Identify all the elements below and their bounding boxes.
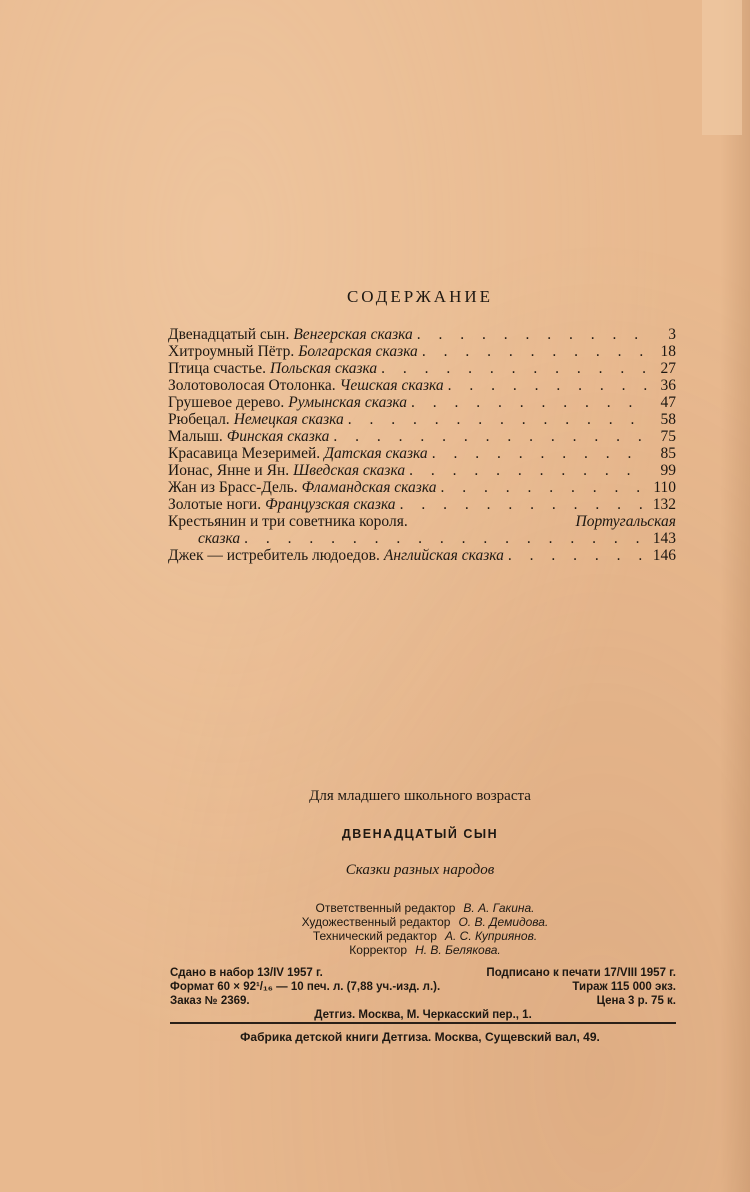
paper-spine-shadow: [720, 0, 750, 1192]
toc-entry: [168, 496, 676, 513]
toc-entry-page: 143: [652, 530, 676, 547]
toc-entry-origin: Финская сказка: [226, 428, 330, 445]
toc-entry: [168, 462, 676, 479]
toc-entry-title: Жан из Брасс-Дель.: [168, 479, 298, 496]
printer-info: Фабрика детской книги Детгиза. Москва, Сущевский вал, 49.: [240, 1030, 600, 1044]
credit-role: Ответственный редактор: [315, 901, 456, 915]
toc-entry-title: Красавица Мезеримей.: [168, 445, 321, 462]
credit-line: [0, 929, 750, 943]
toc-entry: [168, 343, 676, 360]
toc-entry-title: Золотоволосая Отолонка.: [168, 377, 336, 394]
pub-line: [170, 994, 676, 1008]
toc-entry-page: 3: [668, 326, 676, 343]
toc-entry-page: 85: [660, 445, 676, 462]
toc-entry-continuation: [168, 530, 676, 547]
toc-entry-title: Хитроумный Пётр.: [168, 343, 295, 360]
print-run: Тираж 115 000 экз.: [572, 981, 676, 993]
pub-line: [170, 1008, 676, 1022]
toc-entry-origin: Английская сказка: [383, 547, 504, 564]
book-title: ДВЕНАДЦАТЫЙ СЫН: [341, 827, 499, 841]
credit-role: Корректор: [349, 943, 408, 957]
toc-entry-origin: Французская сказка: [265, 496, 396, 513]
toc-leader-dots: [432, 445, 648, 462]
toc-entry-origin: Немецкая сказка: [233, 411, 344, 428]
credit-name: А. С. Куприянов.: [444, 929, 538, 943]
toc-entry: [168, 411, 676, 428]
toc-entry-title: Птица счастье.: [168, 360, 267, 377]
toc-entry-origin: Шведская сказка: [293, 462, 406, 479]
toc-entry-page: 99: [660, 462, 676, 479]
toc-entry: [168, 547, 676, 564]
publisher-address: Детгиз. Москва, М. Черкасский пер., 1.: [314, 1009, 532, 1021]
toc-entry-page: 146: [652, 547, 676, 564]
toc-entry-page: 75: [660, 428, 676, 445]
toc-entry-title: Ионас, Янне и Ян.: [168, 462, 290, 479]
toc-entry-page: 132: [652, 496, 676, 513]
toc-entry-origin: Венгерская сказка: [293, 326, 413, 343]
book-subtitle: Сказки разных народов: [345, 862, 495, 878]
toc-heading: СОДЕРЖАНИЕ: [346, 287, 494, 306]
toc-entry-origin: Румынская сказка: [288, 394, 408, 411]
toc-entry-origin: Фламандская сказка: [301, 479, 437, 496]
toc-entry-page: 18: [660, 343, 676, 360]
toc-entry-page: 47: [660, 394, 676, 411]
toc-entry: [168, 394, 676, 411]
credit-role: Технический редактор: [312, 929, 437, 943]
format-info: Формат 60 × 92¹/₁₆ — 10 печ. л. (7,88 уч.-изд. л.).: [170, 981, 441, 993]
toc-leader-dots: [417, 326, 648, 343]
toc-leader-dots: [409, 462, 648, 479]
signed-date: Подписано к печати 17/VIII 1957 г.: [486, 967, 676, 979]
credit-name: Н. В. Белякова.: [415, 943, 501, 957]
toc-entry-page: 58: [660, 411, 676, 428]
toc-entry-origin-cont: сказка: [198, 530, 241, 547]
toc-entry-title: Грушевое дерево.: [168, 394, 285, 411]
toc-entry: [168, 513, 676, 530]
toc-entry-title: Двенадцатый сын.: [168, 326, 290, 343]
pub-line: [170, 980, 676, 994]
toc-entry-origin: Болгарская сказка: [298, 343, 418, 360]
toc-entry: [168, 360, 676, 377]
toc-entry: [168, 445, 676, 462]
credit-name: О. В. Демидова.: [458, 915, 549, 929]
age-note: Для младшего школьного возраста: [309, 788, 531, 804]
toc-leader-dots: [508, 547, 648, 564]
toc-entry: [168, 479, 676, 496]
toc-entry-origin: Польская сказка: [270, 360, 378, 377]
credit-role: Художественный редактор: [301, 915, 451, 929]
paper-corner-patch: [702, 0, 742, 135]
toc-entry-title: Крестьянин и три советника короля.: [168, 513, 408, 530]
toc-leader-dots: [381, 360, 648, 377]
credit-name: В. А. Гакина.: [463, 901, 535, 915]
toc-leader-dots: [333, 428, 648, 445]
credit-line: [0, 901, 750, 915]
toc-entry-origin: Чешская сказка: [339, 377, 444, 394]
toc-entry: [168, 428, 676, 445]
toc-entry-title: Джек — истребитель людоедов.: [168, 547, 380, 564]
toc-leader-dots: [244, 530, 648, 547]
credits-block: [0, 901, 750, 957]
credit-line: [0, 943, 750, 957]
pub-line: [170, 966, 676, 980]
toc-entry-page: 36: [660, 377, 676, 394]
toc-leader-dots: [400, 496, 648, 513]
price: Цена 3 р. 75 к.: [596, 995, 676, 1007]
toc-leader-dots: [348, 411, 648, 428]
toc-entry-page: 27: [660, 360, 676, 377]
toc-leader-dots: [422, 343, 648, 360]
toc-entry-origin: Португальская: [575, 513, 676, 530]
toc-entry-title: Малыш.: [168, 428, 223, 445]
toc-entry: [168, 326, 676, 343]
typeset-date: Сдано в набор 13/IV 1957 г.: [170, 967, 323, 979]
toc-entry-title: Золотые ноги.: [168, 496, 262, 513]
divider-rule: [170, 1022, 676, 1024]
publishing-info: [170, 966, 676, 1022]
toc-entry-origin: Датская сказка: [324, 445, 428, 462]
toc-leader-dots: [440, 479, 648, 496]
credit-line: [0, 915, 750, 929]
toc-entry-title: Рюбецал.: [168, 411, 230, 428]
toc-leader-dots: [411, 394, 648, 411]
toc-entry-page: 110: [653, 479, 676, 496]
order-number: Заказ № 2369.: [170, 995, 250, 1007]
table-of-contents: [168, 326, 676, 564]
toc-leader-dots: [448, 377, 648, 394]
toc-entry: [168, 377, 676, 394]
